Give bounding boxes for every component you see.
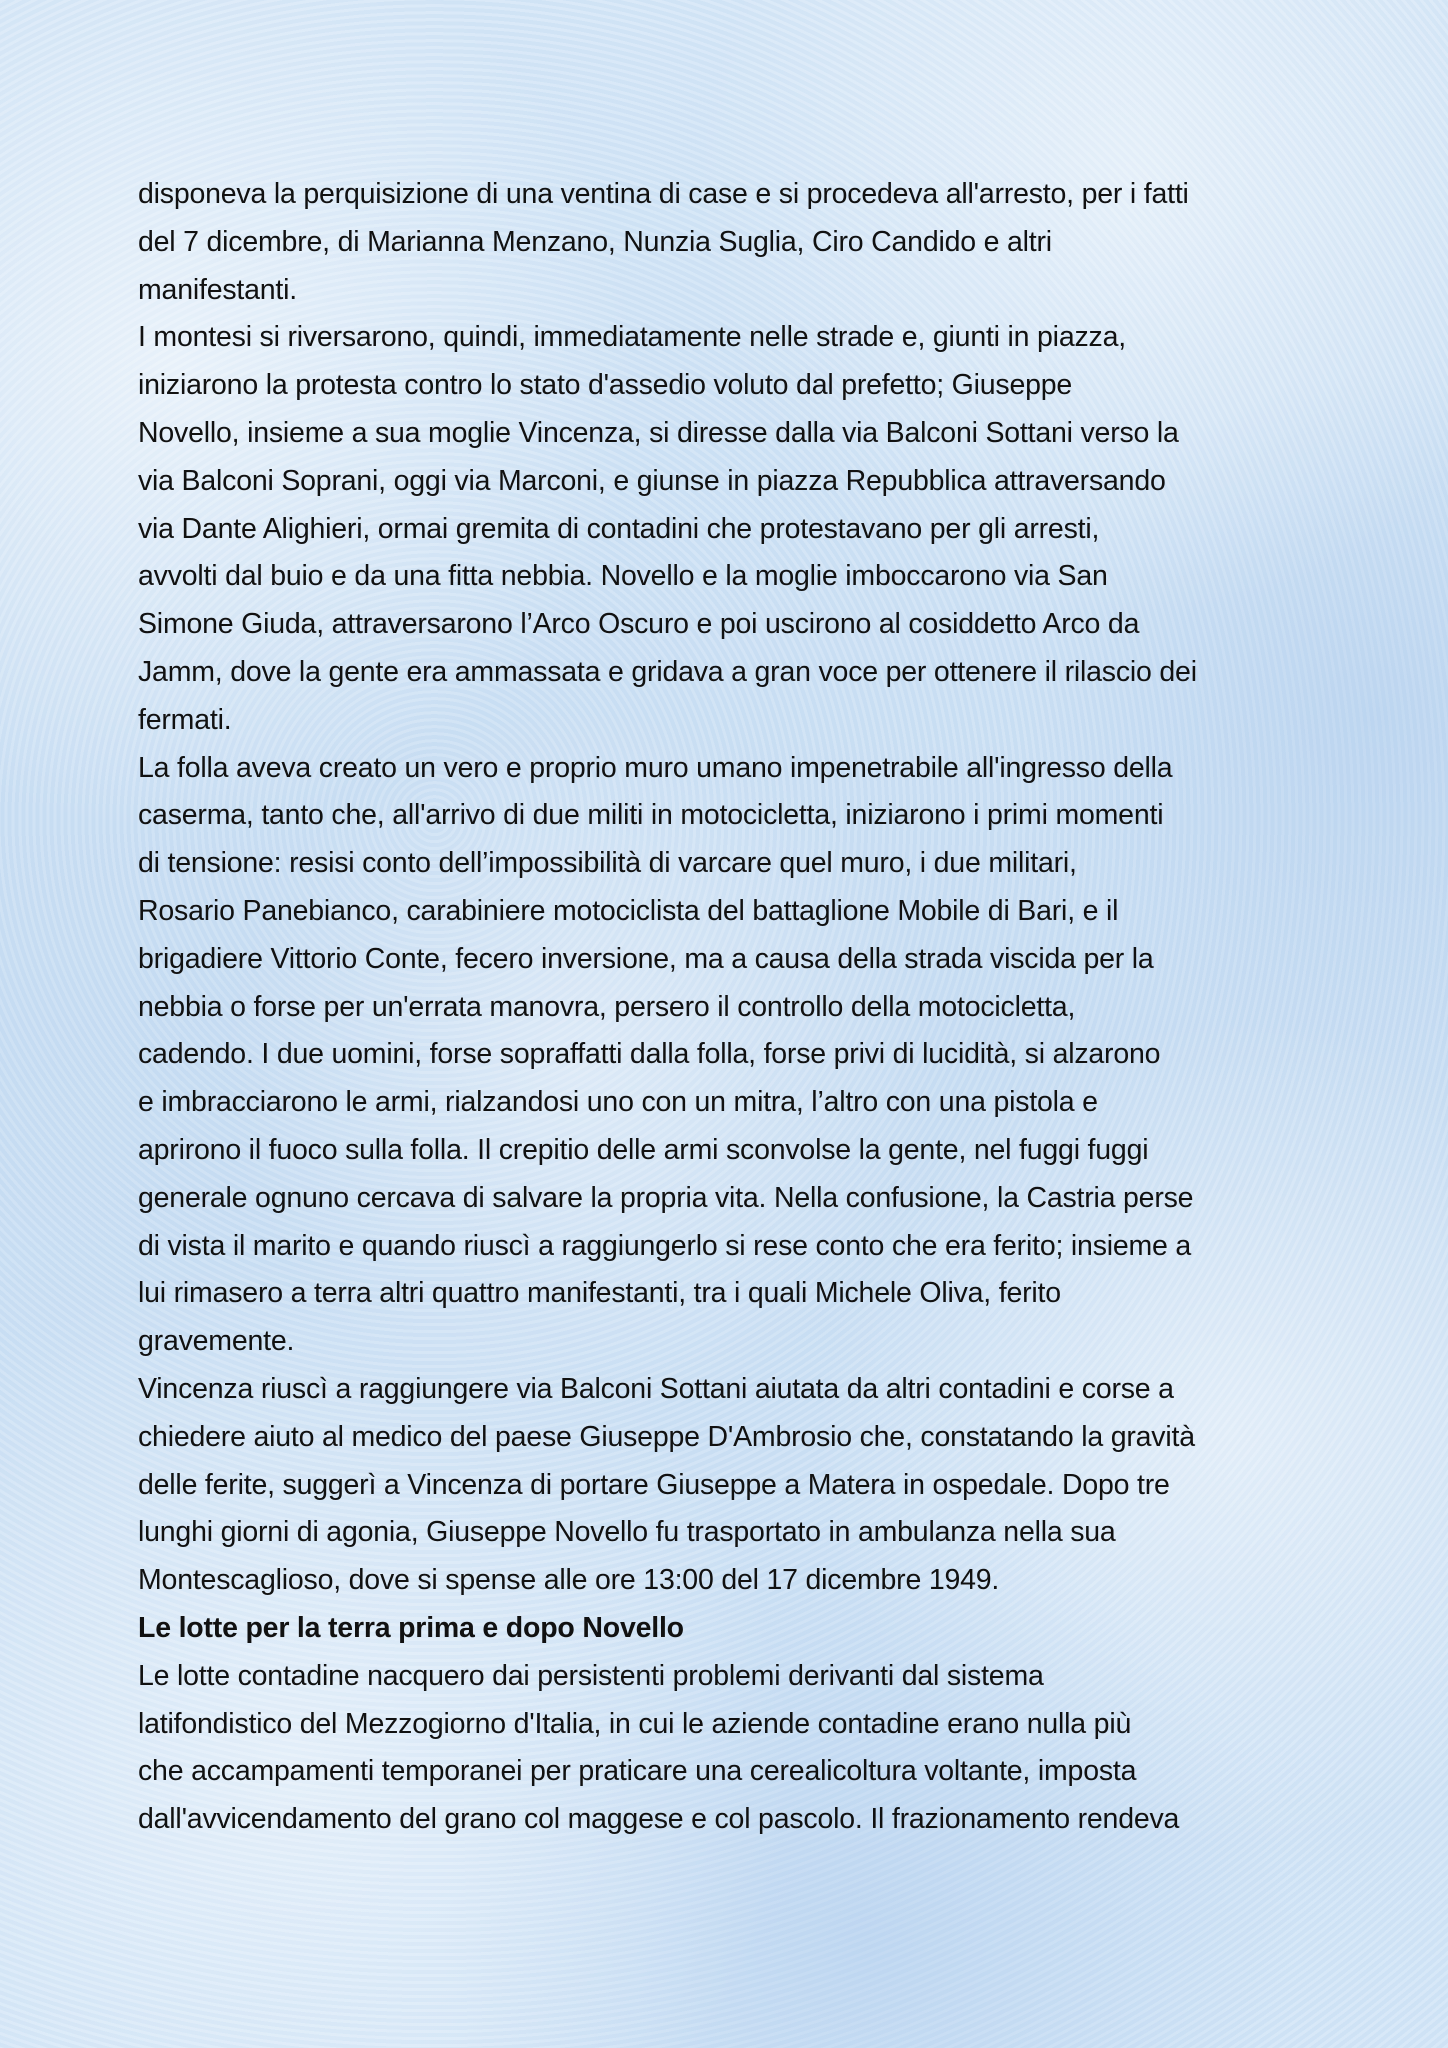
document-page	[138, 171, 1318, 1844]
text-line: avvolti dal buio e da una fitta nebbia. Novello e la moglie imboccarono via San	[138, 560, 1108, 593]
text-line: delle ferite, suggerì a Vincenza di portare Giuseppe a Matera in ospedale. Dopo tre	[138, 1468, 1170, 1501]
text-line: iniziarono la protesta contro lo stato d'assedio voluto dal prefetto; Giuseppe	[138, 369, 1073, 402]
text-line: Montescaglioso, dove si spense alle ore 13:00 del 17 dicembre 1949.	[138, 1564, 1000, 1597]
text-line: La folla aveva creato un vero e proprio muro umano impenetrabile all'ingresso della	[138, 751, 1173, 784]
text-line: del 7 dicembre, di Marianna Menzano, Nunzia Suglia, Ciro Candido e altri	[138, 225, 1052, 258]
text-line: Simone Giuda, attraversarono l’Arco Oscuro e poi uscirono al cosiddetto Arco da	[138, 608, 1140, 641]
text-line: nebbia o forse per un'errata manovra, persero il controllo della motocicletta,	[138, 990, 1076, 1023]
text-line: manifestanti.	[138, 273, 297, 306]
text-line: fermati.	[138, 703, 232, 736]
text-line: lui rimasero a terra altri quattro manifestanti, tra i quali Michele Oliva, ferito	[138, 1277, 1061, 1310]
text-line: Rosario Panebianco, carabiniere motociclista del battaglione Mobile di Bari, e il	[138, 894, 1119, 927]
text-line: I montesi si riversarono, quindi, immediatamente nelle strade e, giunti in piazza,	[138, 321, 1126, 354]
text-line: di tensione: resisi conto dell’impossibilità di varcare quel muro, i due militari,	[138, 847, 1077, 880]
text-line: di vista il marito e quando riuscì a raggiungerlo si rese conto che era ferito; insieme a	[138, 1229, 1192, 1262]
text-line: latifondistico del Mezzogiorno d'Italia, in cui le aziende contadine erano nulla più	[138, 1707, 1132, 1740]
text-line: che accampamenti temporanei per praticare una cerealicoltura voltante, imposta	[138, 1755, 1137, 1788]
text-line: cadendo. I due uomini, forse sopraffatti dalla folla, forse privi di lucidità, si alzarono	[138, 1038, 1161, 1071]
text-line: caserma, tanto che, all'arrivo di due militi in motocicletta, iniziarono i primi momenti	[138, 799, 1164, 832]
section-heading: Le lotte per la terra prima e dopo Novello	[138, 1611, 684, 1644]
text-line: generale ognuno cercava di salvare la propria vita. Nella confusione, la Castria perse	[138, 1181, 1194, 1214]
text-line: dall'avvicendamento del grano col maggese e col pascolo. Il frazionamento rendeva	[138, 1803, 1180, 1836]
text-line: Novello, insieme a sua moglie Vincenza, si diresse dalla via Balconi Sottani verso la	[138, 416, 1179, 449]
text-line: Le lotte contadine nacquero dai persistenti problemi derivanti dal sistema	[138, 1659, 1044, 1692]
text-line: via Dante Alighieri, ormai gremita di contadini che protestavano per gli arresti,	[138, 512, 1100, 545]
text-line: gravemente.	[138, 1325, 295, 1358]
text-line: brigadiere Vittorio Conte, fecero inversione, ma a causa della strada viscida per la	[138, 942, 1154, 975]
text-line: chiedere aiuto al medico del paese Giuseppe D'Ambrosio che, constatando la gravità	[138, 1420, 1195, 1453]
text-line: disponeva la perquisizione di una ventina di case e si procedeva all'arresto, per i fatti	[138, 178, 1189, 210]
text-line: aprirono il fuoco sulla folla. Il crepitio delle armi sconvolse la gente, nel fuggi fuggi	[138, 1133, 1149, 1166]
text-line: e imbracciarono le armi, rialzandosi uno con un mitra, l’altro con una pistola e	[138, 1086, 1098, 1119]
text-line: lunghi giorni di agonia, Giuseppe Novello fu trasportato in ambulanza nella sua	[138, 1516, 1116, 1549]
text-line: via Balconi Soprani, oggi via Marconi, e giunse in piazza Repubblica attraversando	[138, 464, 1166, 497]
text-line: Vincenza riuscì a raggiungere via Balconi Sottani aiutata da altri contadini e corse a	[138, 1372, 1174, 1405]
text-line: Jamm, dove la gente era ammassata e gridava a gran voce per ottenere il rilascio dei	[138, 655, 1197, 688]
